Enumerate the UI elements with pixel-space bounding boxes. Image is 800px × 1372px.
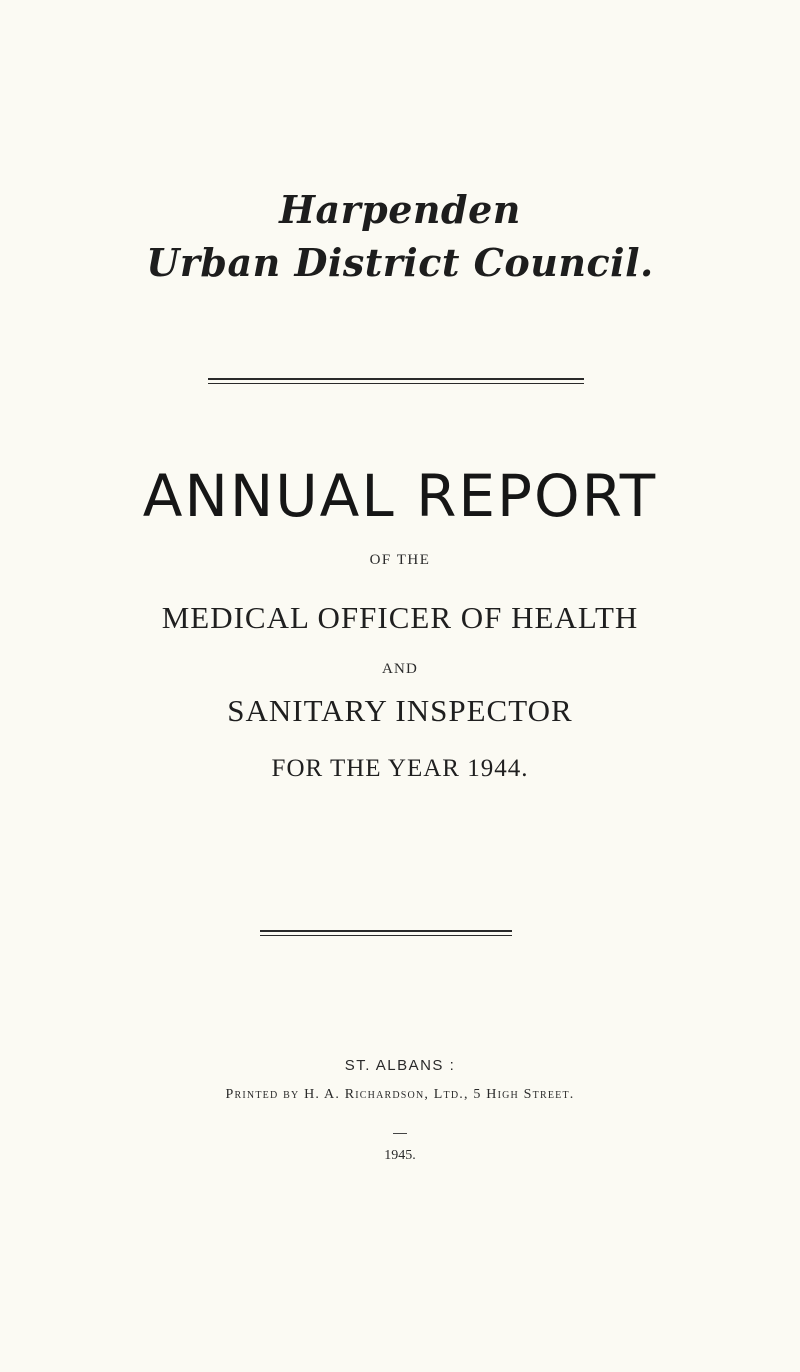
header-rule-top — [208, 378, 584, 380]
sanitary-inspector-heading: SANITARY INSPECTOR — [227, 693, 573, 728]
imprint-rule-top — [260, 930, 512, 932]
imprint-city: ST. ALBANS : — [344, 1057, 456, 1074]
council-name-line2: Urban District Council. — [146, 240, 654, 285]
imprint-year: 1945. — [384, 1148, 416, 1163]
council-name-line1: Harpenden — [279, 187, 521, 232]
header-rule-bottom — [208, 383, 584, 384]
and-label: AND — [381, 661, 419, 677]
report-title: ANNUAL REPORT — [142, 462, 658, 530]
imprint-printer: Printed by H. A. Richardson, Ltd., 5 High Street. — [225, 1087, 575, 1102]
imprint-dash — [393, 1133, 407, 1134]
of-the-label: OF THE — [369, 552, 431, 568]
report-year-line: FOR THE YEAR 1944. — [271, 755, 529, 782]
imprint-rule-bottom — [260, 935, 512, 936]
medical-officer-heading: MEDICAL OFFICER OF HEALTH — [161, 600, 639, 635]
